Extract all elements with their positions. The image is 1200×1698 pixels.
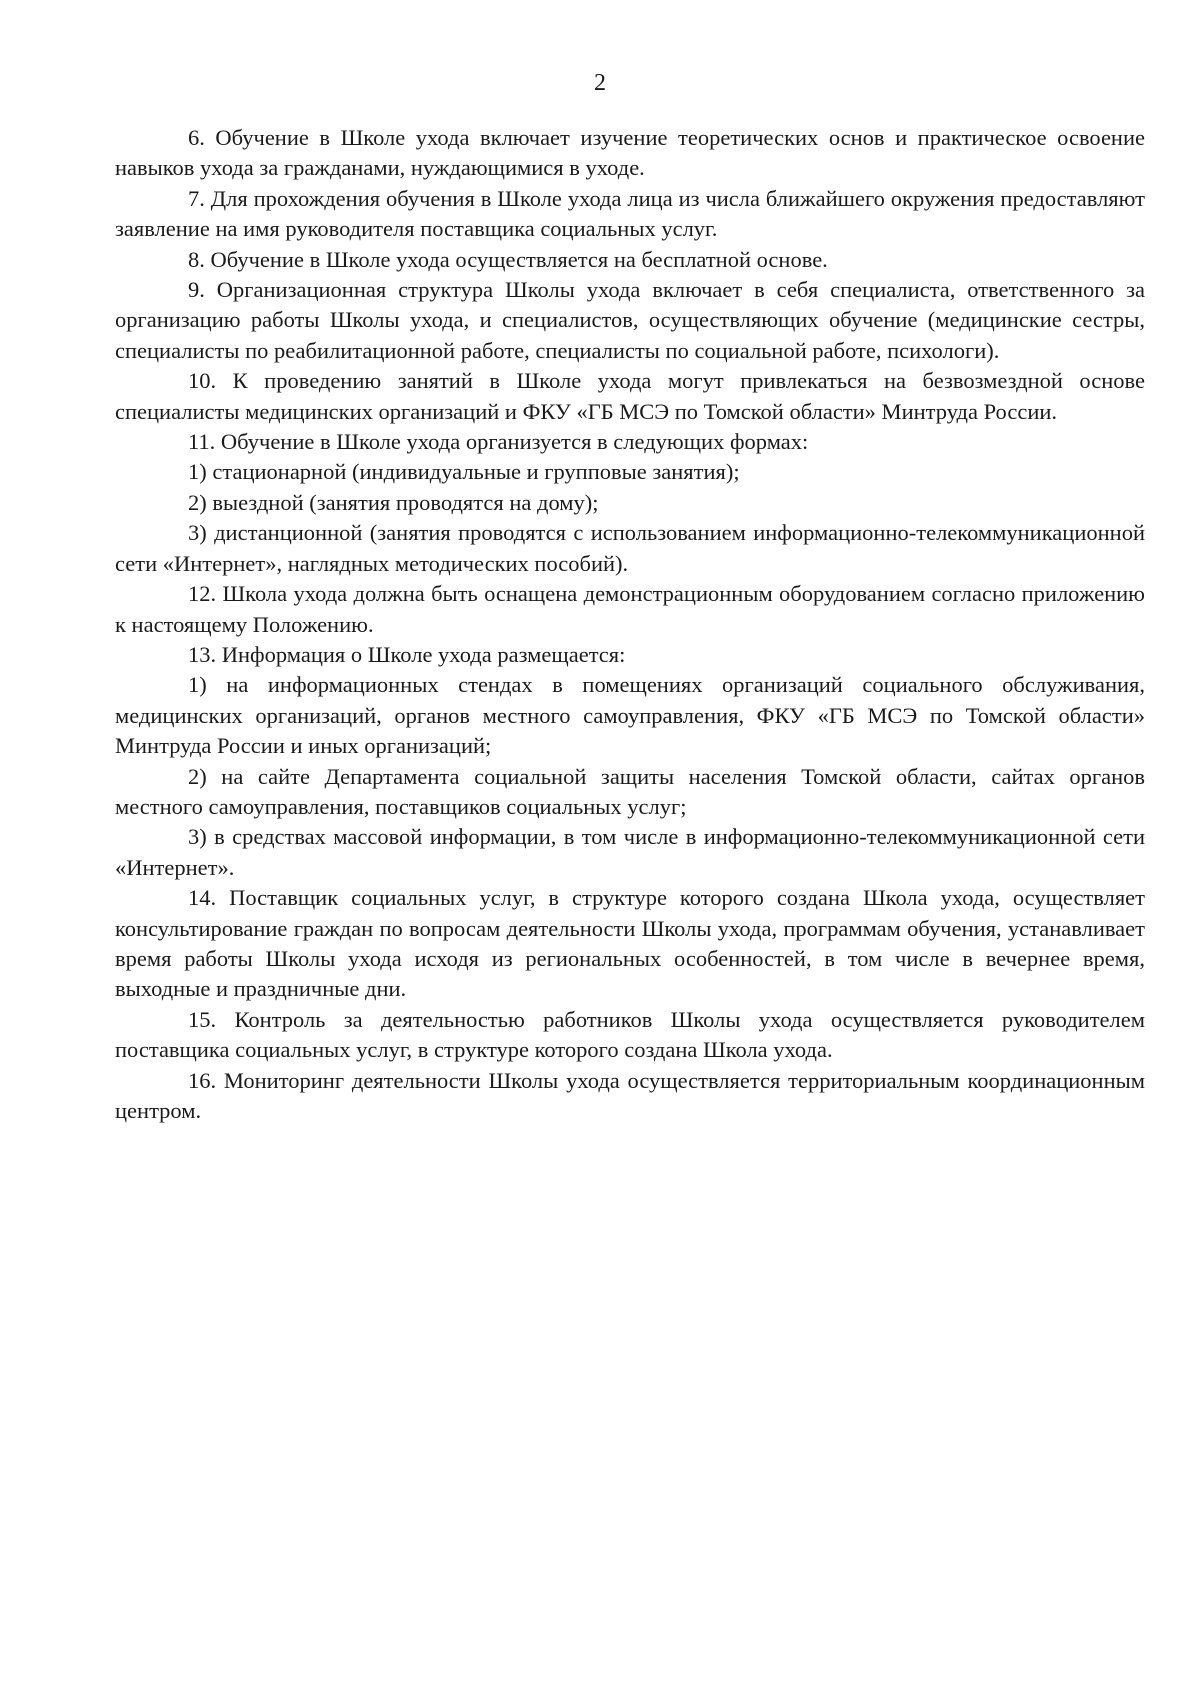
list-item-11-1: 1) стационарной (индивидуальные и групповые занятия); (188, 459, 740, 485)
paragraph-14: 14. Поставщик социальных услуг, в структуре которого создана Школа ухода, осуществляет консультирование граждан по вопросам деятельности Школы ухода, программам обучения, устанавливает время работы Школы ухода исходя из региональных особенностей, в том числе в вечернее время, выходные и праздничные дни. (115, 885, 1145, 1002)
list-item-13-2: 2) на сайте Департамента социальной защиты населения Томской области, сайтах органов местного самоуправления, поставщиков социальных услуг; (115, 763, 1145, 819)
paragraph-8: 8. Обучение в Школе ухода осуществляется на бесплатной основе. (188, 246, 828, 272)
list-item-11-3: 3) дистанционной (занятия проводятся с использованием информационно-телекоммуникационной сети «Интернет», наглядных методических пособий). (115, 520, 1145, 576)
paragraph-15: 15. Контроль за деятельностью работников Школы ухода осуществляется руководителем поставщика социальных услуг, в структуре которого создана Школа ухода. (115, 1006, 1145, 1063)
document-body (115, 123, 1145, 1126)
list-item-13-1: 1) на информационных стендах в помещениях организаций социального обслуживания, медицинских организаций, органов местного самоуправления, ФКУ «ГБ МСЭ по Томской области» Минтруда России и иных организаций; (115, 672, 1145, 759)
list-item-13-3: 3) в средствах массовой информации, в том числе в информационно-телекоммуникационной сети «Интернет». (115, 824, 1145, 880)
paragraph-9: 9. Организационная структура Школы ухода включает в себя специалиста, ответственного за организацию работы Школы ухода, и специалистов, осуществляющих обучение (медицинские сестры, специалисты по реабилитационной работе, специалисты по социальной работе, психологи). (115, 277, 1145, 363)
paragraph-7: 7. Для прохождения обучения в Школе ухода лица из числа ближайшего окружения предоставляют заявление на имя руководителя поставщика социальных услуг. (115, 185, 1145, 242)
paragraph-10: 10. К проведению занятий в Школе ухода могут привлекаться на безвозмездной основе специалисты медицинских организаций и ФКУ «ГБ МСЭ по Томской области» Минтруда России. (115, 368, 1145, 424)
page-number: 2 (594, 70, 606, 96)
paragraph-11: 11. Обучение в Школе ухода организуется в следующих формах: (188, 429, 809, 455)
list-item-11-2: 2) выездной (занятия проводятся на дому); (188, 489, 599, 515)
paragraph-16: 16. Мониторинг деятельности Школы ухода осуществляется территориальным координационным центром. (115, 1067, 1145, 1123)
paragraph-12: 12. Школа ухода должна быть оснащена демонстрационным оборудованием согласно приложению к настоящему Положению. (115, 581, 1145, 637)
paragraph-13: 13. Информация о Школе ухода размещается: (188, 641, 626, 667)
paragraph-6: 6. Обучение в Школе ухода включает изучение теоретических основ и практическое освоение навыков ухода за гражданами, нуждающимися в уходе. (115, 125, 1145, 181)
